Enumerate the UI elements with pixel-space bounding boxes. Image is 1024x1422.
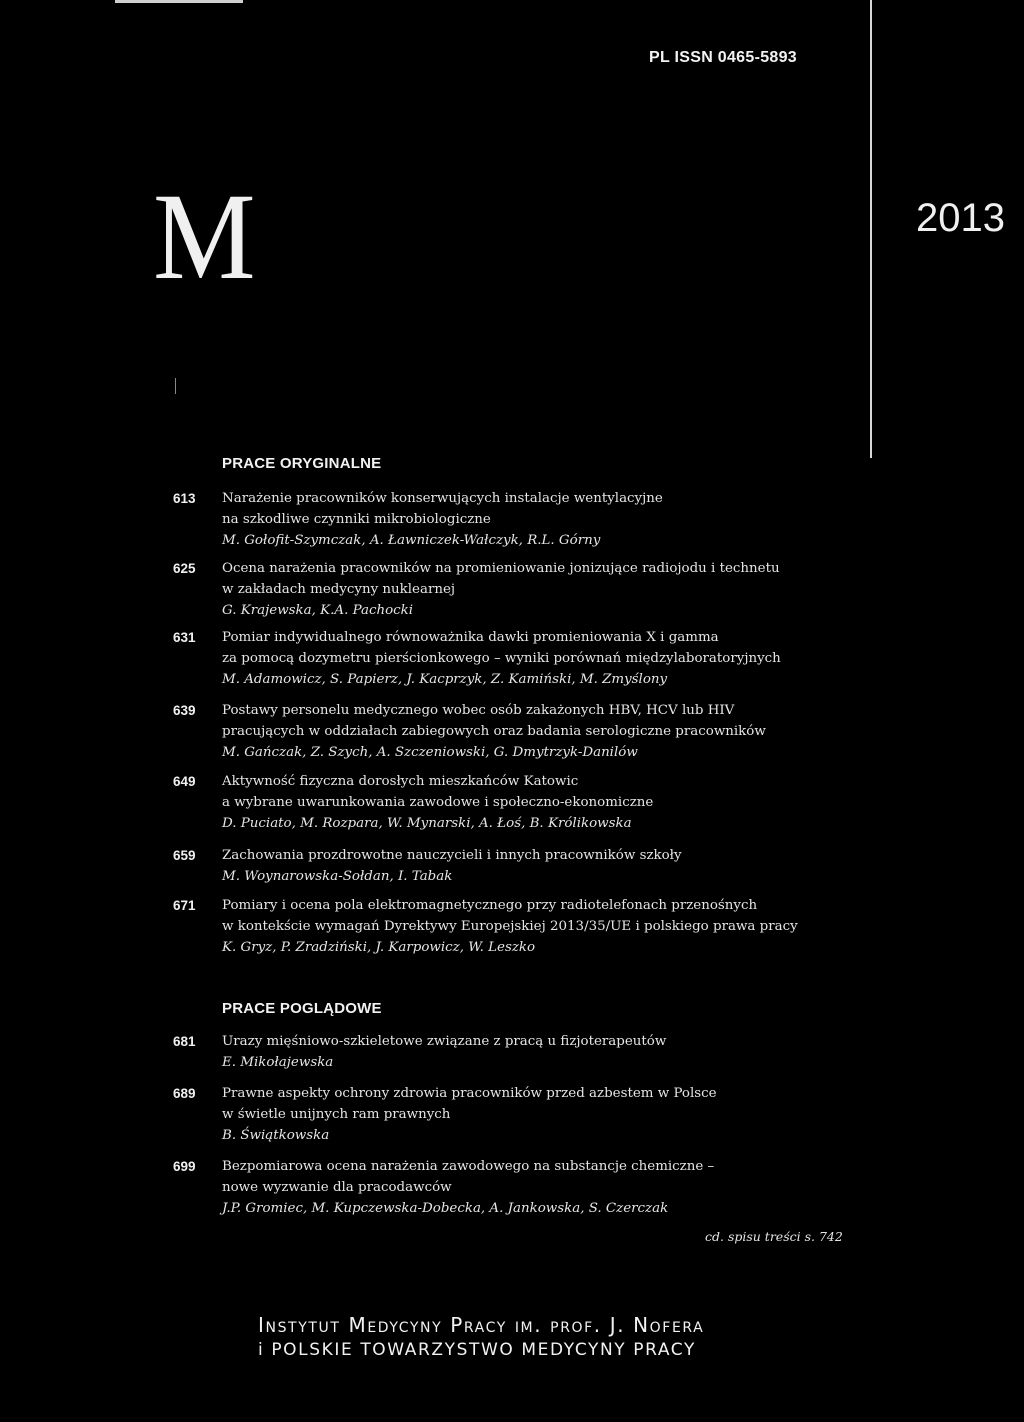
- toc-authors: M. Gołofit-Szymczak, A. Ławniczek-Wałczyk, R.L. Górny: [222, 533, 601, 548]
- section-heading-original-papers: PRACE ORYGINALNE: [222, 455, 382, 472]
- toc-title-line: pracujących w oddziałach zabiegowych oraz badania serologiczne pracowników: [222, 724, 766, 739]
- toc-title-line: na szkodliwe czynniki mikrobiologiczne: [222, 512, 491, 527]
- toc-title-line: nowe wyzwanie dla pracodawców: [222, 1180, 452, 1195]
- vertical-rule: [870, 0, 872, 458]
- toc-page-number: 671: [173, 898, 196, 913]
- toc-authors: E. Mikołajewska: [222, 1055, 334, 1070]
- toc-page-number: 639: [173, 703, 196, 718]
- top-decorative-bar: [115, 0, 243, 3]
- toc-authors: K. Gryz, P. Zradziński, J. Karpowicz, W. Leszko: [222, 940, 536, 955]
- toc-title-line: Pomiar indywidualnego równoważnika dawki promieniowania X i gamma: [222, 630, 719, 645]
- journal-logo: M: [153, 168, 254, 305]
- decorative-tick: [175, 378, 176, 394]
- toc-title-line: Postawy personelu medycznego wobec osób zakażonych HBV, HCV lub HIV: [222, 703, 735, 718]
- toc-title-line: w kontekście wymagań Dyrektywy Europejskiej 2013/35/UE i polskiego prawa pracy: [222, 919, 798, 934]
- toc-title-line: w zakładach medycyny nuklearnej: [222, 582, 456, 597]
- toc-title-line: Urazy mięśniowo-szkieletowe związane z pracą u fizjoterapeutów: [222, 1034, 667, 1049]
- toc-title-line: Zachowania prozdrowotne nauczycieli i innych pracowników szkoły: [222, 848, 682, 863]
- toc-page-number: 631: [173, 630, 196, 645]
- toc-authors: D. Puciato, M. Rozpara, W. Mynarski, A. Łoś, B. Królikowska: [222, 816, 632, 831]
- toc-title-line: w świetle unijnych ram prawnych: [222, 1107, 451, 1122]
- toc-title-line: Bezpomiarowa ocena narażenia zawodowego na substancje chemiczne –: [222, 1159, 715, 1174]
- toc-page-number: 689: [173, 1086, 196, 1101]
- section-heading-review-papers: PRACE POGLĄDOWE: [222, 1000, 382, 1017]
- toc-page-number: 699: [173, 1159, 196, 1174]
- toc-authors: M. Gańczak, Z. Szych, A. Szczeniowski, G. Dmytrzyk-Danilów: [222, 745, 638, 760]
- toc-authors: M. Woynarowska-Sołdan, I. Tabak: [222, 869, 453, 884]
- toc-authors: B. Świątkowska: [222, 1128, 330, 1143]
- toc-page-number: 649: [173, 774, 196, 789]
- toc-authors: J.P. Gromiec, M. Kupczewska-Dobecka, A. Jankowska, S. Czerczak: [222, 1201, 669, 1216]
- continuation-note: cd. spisu treści s. 742: [705, 1229, 843, 1244]
- toc-authors: M. Adamowicz, S. Papierz, J. Kacprzyk, Z. Kamiński, M. Zmyślony: [222, 672, 668, 687]
- toc-title-line: Prawne aspekty ochrony zdrowia pracowników przed azbestem w Polsce: [222, 1086, 717, 1101]
- issn-label: PL ISSN 0465-5893: [649, 49, 798, 66]
- issue-year: 2013: [916, 196, 1005, 240]
- toc-page-number: 613: [173, 491, 196, 506]
- toc-title-line: Ocena narażenia pracowników na promieniowanie jonizujące radiojodu i technetu: [222, 561, 780, 576]
- publisher-institute: Instytut Medycyny Pracy im. prof. J. Nofera: [258, 1313, 705, 1337]
- toc-title-line: za pomocą dozymetru pierścionkowego – wyniki porównań międzylaboratoryjnych: [222, 651, 781, 666]
- toc-page-number: 681: [173, 1034, 196, 1049]
- toc-authors: G. Krajewska, K.A. Pachocki: [222, 603, 414, 618]
- toc-page-number: 625: [173, 561, 196, 576]
- publisher-society: i POLSKIE TOWARZYSTWO MEDYCYNY PRACY: [258, 1340, 696, 1360]
- toc-title-line: Aktywność fizyczna dorosłych mieszkańców Katowic: [222, 774, 579, 789]
- toc-title-line: Narażenie pracowników konserwujących instalacje wentylacyjne: [222, 491, 663, 506]
- toc-page-number: 659: [173, 848, 196, 863]
- toc-title-line: a wybrane uwarunkowania zawodowe i społeczno-ekonomiczne: [222, 795, 654, 810]
- toc-title-line: Pomiary i ocena pola elektromagnetycznego przy radiotelefonach przenośnych: [222, 898, 758, 913]
